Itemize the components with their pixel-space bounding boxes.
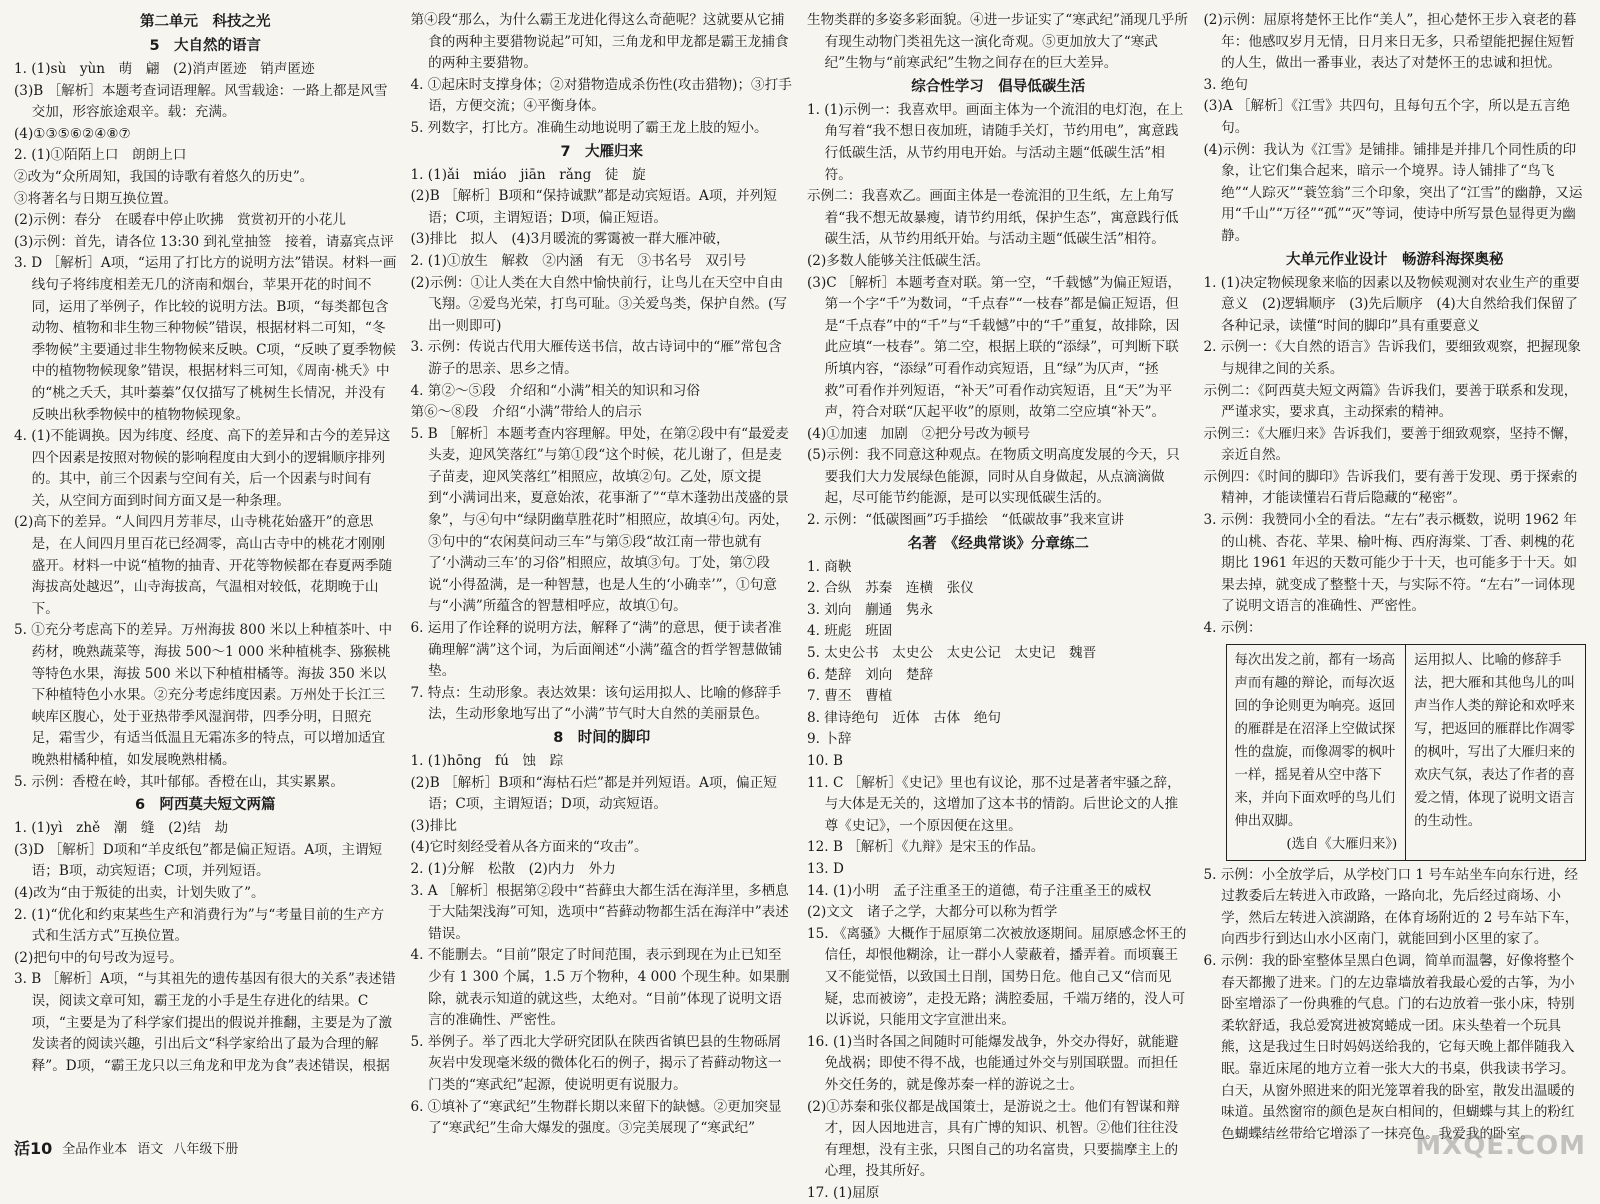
answer-list	[1204, 865, 1587, 1146]
answer-line: 1. (1)决定物候现象来临的因素以及物候观测对农业生产的重要意义 (2)逻辑顺序 (3)先后顺序 (4)大自然给我们保留了各种记录，读懂“时间的脚印”具有重要意义	[1203, 274, 1580, 334]
answer-line: 7. 曹丕 曹植	[807, 688, 893, 705]
answer-line: 5. B ［解析］本题考查内容理解。甲处，在第②段中有“最爱麦头麦，迎风笑落红”与第①段“这个时候，花儿谢了，但是麦子苗麦，迎风笑落红”相照应，故填②句。乙处，原文提到“小满词出来，夏意始浓，花事渐了”“草木蓬勃出茂盛的景象”，与④句中“绿阴幽草胜花时”相照应，故填④句。丙处，③句中的“农闲莫问动三车”与第⑤段“故江南一带也就有了‘小满动三车’的习俗”相照应，故填③句。丁处，第⑦段说“小得盈满，是一种智慧，也是人生的‘小确幸’”，①句意与“小满”所蕴含的智慧相呼应，故填①句。	[410, 425, 789, 615]
answer-line: 2. 示例：“低碳图画”巧手描绘 “低碳故事”我来宣讲	[807, 512, 1124, 529]
column-1	[14, 10, 397, 1131]
answer-line: ②改为“众所周知，我国的诗歌有着悠久的历史”。	[14, 168, 314, 185]
answer-line: ③将著名与日期互换位置。	[14, 190, 178, 207]
answer-line: (3)B ［解析］本题考查词语理解。风雪载途：一路上都是风雪交加，形容旅途艰辛。载：充满。	[14, 82, 388, 121]
answer-line: 第⑥～⑧段 介绍“小满”带给人的启示	[410, 404, 642, 421]
answer-line: (3)示例：首先，请各位 13:30 到礼堂抽签 接着，请嘉宾点评	[14, 233, 394, 250]
answer-line: 6. 运用了作诠释的说明方法，解释了“满”的意思，便于读者准确理解“满”这个词，为后面阐述“小满”蕴含的哲学智慧做铺垫。	[410, 620, 783, 680]
answer-list	[411, 751, 794, 1140]
answer-line: 6. 示例：我的卧室整体呈黑白色调，简单而温馨，好像将整个春天都搬了进来。门的左边靠墙放着我最心爱的古筝，为小卧室增添了一份典雅的气息。门的右边放着一张小床，特别柔软舒适，我总爱窝进被窝蜷成一团。床头垫着一个玩具熊，这是我过生日时妈妈送给我的，它每天晚上都伴随我入眠。靠近床尾的地方立着一张大大的书桌，供我读书学习。白天，从窗外照进来的阳光笼罩着我的卧室，散发出温暖的味道。虽然窗帘的颜色是灰白相间的，但蝴蝶与其上的粉红色蝴蝶结丝带给它增添了一抹亮色。我爱我的卧室。	[1203, 953, 1575, 1142]
answer-line: 9. 卜辞	[807, 731, 852, 748]
column-2	[410, 10, 794, 1137]
answer-list	[14, 818, 397, 1077]
answer-line: 3. D ［解析］A项，“运用了打比方的说明方法”错误。材料一画线句子将纬度相差无几的济南和烟台，苹果开花的时间不同，运用了举例子，作比较的说明方法。B项，“每类都包含动物、植物和非生物三种物候”错误，根据材料二可知，“冬季物候”主要通过非生物物候来反映。C项，“反映了夏季物候中的植物物候现象”错误，根据材料三可知，《周南·桃夭》中的“桃之夭夭，其叶蓁蓁”仅仅描写了桃树生长情况，并没有反映出秋季物候中的植物物候现象。	[14, 255, 397, 423]
answer-line: 4. 第②～⑤段 介绍和“小满”相关的知识和习俗	[410, 382, 700, 399]
answer-line: 14. (1)小明 孟子注重圣王的道德，荀子注重圣王的威权	[807, 882, 1152, 899]
answer-line: (3)D ［解析］D项和“羊皮纸包”都是偏正短语。A项，主谓短语；B项，动宾短语；C项，并列短语。	[14, 841, 383, 880]
column-3	[807, 10, 1190, 1201]
section-title: 大单元作业设计 畅游科海探奥秘	[1286, 251, 1504, 268]
answer-line: (4)①③⑤⑥②④⑧⑦	[14, 125, 131, 142]
answer-line: 1. (1)ǎi miáo jiān rǎng 徒 旋	[410, 166, 646, 183]
answer-line: 11. C ［解析］《史记》里也有议论，那不过是著者牢骚之辞，与大体是无关的，这增加了这本书的情韵。后世论文的人推尊《史记》，一个原因便在这里。	[807, 774, 1181, 834]
unit-title: 第二单元 科技之光	[140, 14, 271, 30]
page-footer	[14, 1136, 238, 1159]
answer-line: (4)示例：我认为《江雪》是铺排。铺排是并排几个同性质的印象，让它们集合起来，暗示一个境界。诗人铺排了“鸟飞绝”“人踪灭”“蓑笠翁”三个印象，突出了“江雪”的幽静，又运用“千山”“万径”“孤”“灭”等词，使诗中所写景色显得更为幽静。	[1203, 141, 1583, 244]
answer-line: (2)B ［解析］B项和“海枯石烂”都是并列短语。A项，偏正短语；C项，主谓短语；D项，动宾短语。	[410, 774, 777, 813]
answer-line: 2. (1)①放生 解救 ②内涵 有无 ③书名号 双引号	[410, 252, 747, 269]
answer-list	[14, 59, 397, 793]
answer-line: 第④段“那么，为什么霸王龙进化得这么奇葩呢？这就要从它捕食的两种主要猎物说起”可知，三角龙和甲龙都是霸王龙捕食的两种主要猎物。	[410, 12, 789, 72]
answer-line: 3. 刘向 蒯通 隽永	[807, 601, 934, 618]
answer-list	[411, 10, 794, 140]
answer-line: 1. (1)示例一：我喜欢甲。画面主体为一个流泪的电灯泡，在上角写着“我不想日夜加班，请随手关灯，节约用电”，寓意践行低碳生活，从节约用电开始。与活动主题“低碳生活”相符。	[807, 101, 1184, 183]
answer-list	[411, 165, 794, 726]
answer-line: 1. (1)sù yùn 萌 翩 (2)消声匿迹 销声匿迹	[14, 61, 315, 77]
answer-line: (3)A ［解析］《江雪》共四句，且每句五个字，所以是五言绝句。	[1203, 98, 1570, 136]
watermark: MXQE.COM	[1415, 1131, 1586, 1161]
answer-line: 6. ①填补了“寒武纪”生物群长期以来留下的缺憾。②更加突显了“寒武纪”生命大爆发的强度。③完美展现了“寒武纪”	[410, 1098, 782, 1137]
answer-line: 4. 不能删去。“目前”限定了时间范围，表示到现在为止已知至少有 1 300 个属，1.5 万个物种，4 000 个现生种。如果删除，就表示知道的就这些，太绝对。“目前”体现了说明文语言的准确性、严密性。	[410, 947, 790, 1029]
lesson-title: 6 阿西莫夫短文两篇	[134, 797, 276, 814]
answer-line: 12. B ［解析］《九辩》是宋玉的作品。	[807, 839, 1045, 856]
answer-line: (3)排比 拟人 (4)3月暖流的雾霭被一群大雁冲破，	[410, 231, 730, 248]
section-title: 名著 《经典常谈》分章练二	[907, 535, 1089, 552]
answer-line: 5. 举例子。举了西北大学研究团队在陕西省镇巴县的生物砾屑灰岩中发现毫米级的微体化石的例子，揭示了苔藓动物这一门类的“寒武纪”起源，使说明更有说服力。	[410, 1033, 782, 1093]
column-4	[1203, 10, 1587, 1142]
answer-list	[807, 100, 1190, 532]
answer-line: 5. 太史公书 太史公 太史公记 太史记 魏晋	[807, 645, 1097, 662]
answer-line: 8. 律诗绝句 近体 古体 绝句	[807, 709, 1002, 726]
answer-line: 5. 示例：香橙在岭，其叶郁郁。香橙在山，其实累累。	[14, 773, 344, 790]
answer-line: (3)排比	[410, 817, 457, 834]
answer-list	[807, 10, 1190, 75]
answer-line: 3. 绝句	[1203, 76, 1248, 93]
answer-line: 5. ①充分考虑高下的差异。万州海拔 800 米以上种植茶叶、中药材，晚熟蔬菜等，海拔 500～1 000 米种植桃李、猕猴桃等特色水果，海拔 500 米以下种植柑橘等。海拔 350 米以下种植特色小水果。②充分考虑纬度因素。万州处于长江三峡库区腹心，处于亚热带季风湿润带，四季分明，日照充足，霜雪少，有适当低温且无霜冻多的特点，可以增加适宜晚熟柑橘种植，如发展晚熟柑橘。	[14, 622, 393, 768]
answer-line: (5)示例：我不同意这种观点。在物质文明高度发展的今天，只要我们大力发展绿色能源，同时从自身做起，从点滴滴做起，尽可能节约能源，是可以实现低碳生活的。	[807, 447, 1180, 507]
section-title: 综合性学习 倡导低碳生活	[911, 78, 1086, 95]
answer-line: 10. B	[807, 753, 843, 769]
answer-line: 2. (1)①陌陌上口 朗朗上口	[14, 147, 187, 164]
lesson-title: 5 大自然的语言	[149, 38, 262, 54]
answer-line: 示例三：《大雁归来》告诉我们，要善于细致观察，坚持不懈，亲近自然。	[1203, 425, 1578, 464]
answer-line: 4. (1)不能调换。因为纬度、经度、高下的差异和古今的差异这四个因素是按照对物候的影响程度由大到小的逻辑顺序排列的。其中，前三个因素与空间有关，后一个因素与时间有关，从空间方面到时间方面又是一种条理。	[14, 428, 391, 509]
answer-line: 5. 列数字，打比方。准确生动地说明了霸王龙上肢的短小。	[410, 119, 768, 136]
answer-line: 4. ①起床时支撑身体；②对猎物造成杀伤性(攻击猎物)；③打手语，方便交流；④平衡身体。	[410, 76, 792, 115]
answer-line: 7. 特点：生动形象。表达效果：该句运用拟人、比喻的修辞手法，生动形象地写出了“小满”节气时大自然的美丽景色。	[410, 684, 782, 723]
answer-table	[1226, 644, 1587, 861]
answer-line: (4)改为“由于叛徒的出卖，计划失败了”。	[14, 884, 265, 901]
answer-line: 17. (1)屈原	[807, 1184, 880, 1201]
grade: 八年级下册	[173, 1142, 239, 1157]
lesson-title: 7 大雁归来	[560, 143, 644, 160]
table-cell-analysis: 运用拟人、比喻的修辞手法，把大雁和其他鸟儿的叫声当作人类的辩论和欢呼来写，把返回的雁群比作凋零的枫叶，写出了大雁归来的欢庆气氛，表达了作者的喜爱之情，体现了说明文语言的生动性。	[1414, 652, 1575, 829]
answer-line: (2)示例：春分 在暖春中停止吹拂 赏赏初开的小花儿	[14, 212, 346, 229]
answer-line: 4. 示例：	[1203, 620, 1262, 637]
answer-line: 1. (1)yì zhě 潮 缝 (2)结 劫	[14, 820, 229, 837]
answer-line: (2)①苏秦和张仪都是战国策士，是游说之士。他们有智谋和辩才，因人因地进言，具有广博的知识、机智。②他们往往没有理想，没有主张，只图自己的功名富贵，只要揣摩主上的心理，投其所好。	[807, 1098, 1180, 1180]
answer-line: (2)多数人能够关注低碳生活。	[807, 252, 990, 269]
answer-line: 3. 示例：我赞同小全的看法。“左右”表示概数，说明 1962 年的山桃、杏花、苹果、榆叶梅、西府海棠、丁香、刺槐的花期比 1961 年迟的天数可能少于十天，也可能多于十天。如果去掉，就变成了整整十天，与实际不符。“左右”一词体现了说明文语言的准确性、严密性。	[1203, 512, 1578, 615]
answer-line: (2)把句中的句号改为逗号。	[14, 949, 183, 966]
answer-line: (2)高下的差异。“人间四月芳菲尽，山寺桃花始盛开”的意思是，在人间四月里百花已经凋零，高山古寺中的桃花才刚刚盛开。材料一中说“植物的抽青、开花等物候都在春夏两季随海拔高处越迟”，山寺海拔高，气温相对较低，花期晚于山下。	[14, 514, 393, 617]
answer-line: 3. A ［解析］根据第②段中“苔藓虫大都生活在海洋里，多栖息于大陆架浅海”可知，选项中“苔藓动物都生活在海洋中”表述错误。	[410, 882, 789, 942]
answer-line: 4. 班彪 班固	[807, 623, 893, 640]
answer-line: 16. (1)当时各国之间随时可能爆发战争，外交办得好，就能避免战祸；即使不得不战，也能通过外交与别国联盟。而担任外交任务的，就是像苏秦一样的游说之士。	[807, 1033, 1179, 1093]
answer-line: (2)文文 诸子之学，大都分可以称为哲学	[807, 904, 1058, 921]
answer-line: 2. (1)“优化和约束某些生产和消费行为”与“考量目前的生产方式和生活方式”互换位置。	[14, 906, 385, 945]
table-cell-quote	[1227, 645, 1407, 860]
answer-line: (4)它时刻经受着从各方面来的“攻击”。	[410, 839, 648, 856]
answer-line: 2. 示例一：《大自然的语言》告诉我们，要细致观察，把握现象与规律之间的关系。	[1203, 339, 1582, 377]
answer-line: 2. (1)分解 松散 (2)内力 外力	[410, 860, 616, 877]
answer-list	[1204, 273, 1587, 640]
answer-line: (2)示例：屈原将楚怀王比作“美人”，担心楚怀王步入衰老的暮年：他感叹岁月无情，日月来日无多，只希望能把握住短暂的人生，做出一番事业，表达了对楚怀王的忠诚和担忧。	[1203, 12, 1577, 72]
answer-line: 示例二：我喜欢乙。画面主体是一卷流泪的卫生纸，左上角写着“我不想无故暴瘦，请节约用纸，保护生态”，寓意践行低碳生活，从节约用纸开始。与活动主题“低碳生活”相符。	[807, 188, 1179, 248]
answer-line: (3)C ［解析］本题考查对联。第一空，“千载憾”为偏正短语，第一个字“千”为数词，“千点春”“一枝春”都是偏正短语，但是“千点春”中的“千”与“千载憾”中的“千”重复，故排除，因此应填“一枝春”。第二空，根据上联的“添绿”，可判断下联所填内容，“添绿”可看作动宾短语，且“绿”为仄声，“拯救”可看作并列短语，“补天”可看作动宾短语，且“天”为平声，符合对联“仄起平收”的原则，故第二空应填“补天”。	[807, 274, 1182, 421]
page-number: 活10	[14, 1139, 53, 1158]
answer-list	[807, 557, 1190, 1204]
answer-line: 2. 合纵 苏秦 连横 张仪	[807, 580, 974, 597]
quote-text: 每次出发之前，都有一场高声而有趣的辩论，而每次返回的争论则更为响亮。返回的雁群是在沼泽上空做试探性的盘旋，而像凋零的枫叶一样，摇晃着从空中落下来，并向下面欢呼的鸟儿们伸出双脚。	[1234, 652, 1396, 829]
answer-list	[1204, 10, 1587, 248]
answer-line: 1. (1)hōng fú 蚀 踪	[410, 753, 564, 769]
answer-line: 1. 商鞅	[807, 558, 852, 575]
answer-line: 5. 示例：小全放学后，从学校门口 1 号车站坐车向东行进，经过教委后左转进入市政路，一路向北，先后经过商场、小学，然后左转进入滨湖路，在体育场附近的 2 号车站下车，向西步行到达山水小区南门，就能回到小区里的家了。	[1203, 866, 1579, 948]
answer-line: (4)①加速 加剧 ②把分号改为顿号	[807, 425, 1031, 442]
answer-line: 6. 楚辞 刘向 楚辞	[807, 666, 934, 683]
quote-source: (选自《大雁归来》)	[1286, 836, 1398, 852]
answer-line: 示例四：《时间的脚印》告诉我们，要有善于发现、勇于探索的精神，才能读懂岩石背后隐藏的“秘密”。	[1203, 468, 1578, 507]
answer-line: 生物类群的多姿多彩面貌。④进一步证实了“寒武纪”涌现几乎所有现生动物门类祖先这一演化奇观。⑤更加放大了“寒武纪”生物与“前寒武纪”生物之间存在的巨大差异。	[807, 12, 1188, 72]
answer-line: 3. B ［解析］A项，“与其祖先的遗传基因有很大的关系”表述错误，阅读文章可知，霸王龙的小手是生存进化的结果。C项，“主要是为了科学家们提出的假说并推翻，主要是为了激发读者的阅读兴趣，引出后文“科学家给出了最为合理的解释”。D项，“霸王龙只以三角龙和甲龙为食”表述错误，根据	[14, 971, 396, 1074]
answer-line: (2)示例：①让人类在大自然中愉快前行，让鸟儿在天空中自由飞翔。②爱鸟光荣，打鸟可耻。③关爱鸟类，保护自然。(写出一则即可)	[410, 274, 787, 334]
subject: 语文	[137, 1142, 164, 1157]
answer-line: 13. D	[807, 860, 844, 877]
lesson-title: 8 时间的脚印	[553, 730, 651, 746]
book-name: 全品作业本	[62, 1142, 128, 1157]
answer-line: 3. 示例：传说古代用大雁传送书信，故古诗词中的“雁”常包含游子的思亲、思乡之情。	[410, 339, 782, 377]
answer-line: 示例二：《阿西莫夫短文两篇》告诉我们，要善于联系和发现，严谨求实，要求真，主动探索的精神。	[1203, 382, 1578, 421]
answer-line: (2)B ［解析］B项和“保持诚默”都是动宾短语。A项，并列短语；C项，主谓短语；D项，偏正短语。	[410, 188, 777, 226]
answer-line: 15. 《离骚》大概作于屈原第二次被放逐期间。屈原感念怀王的信任，却恨他糊涂，让一群小人蒙蔽着，播弄着。而顷襄王又不能觉悟，以致国土日削，国势日危。他自己又“信而见疑，忠而被谤”，走投无路；满腔委屈，千端万绪的，没人可以诉说，只能用文字宣泄出来。	[807, 925, 1187, 1029]
